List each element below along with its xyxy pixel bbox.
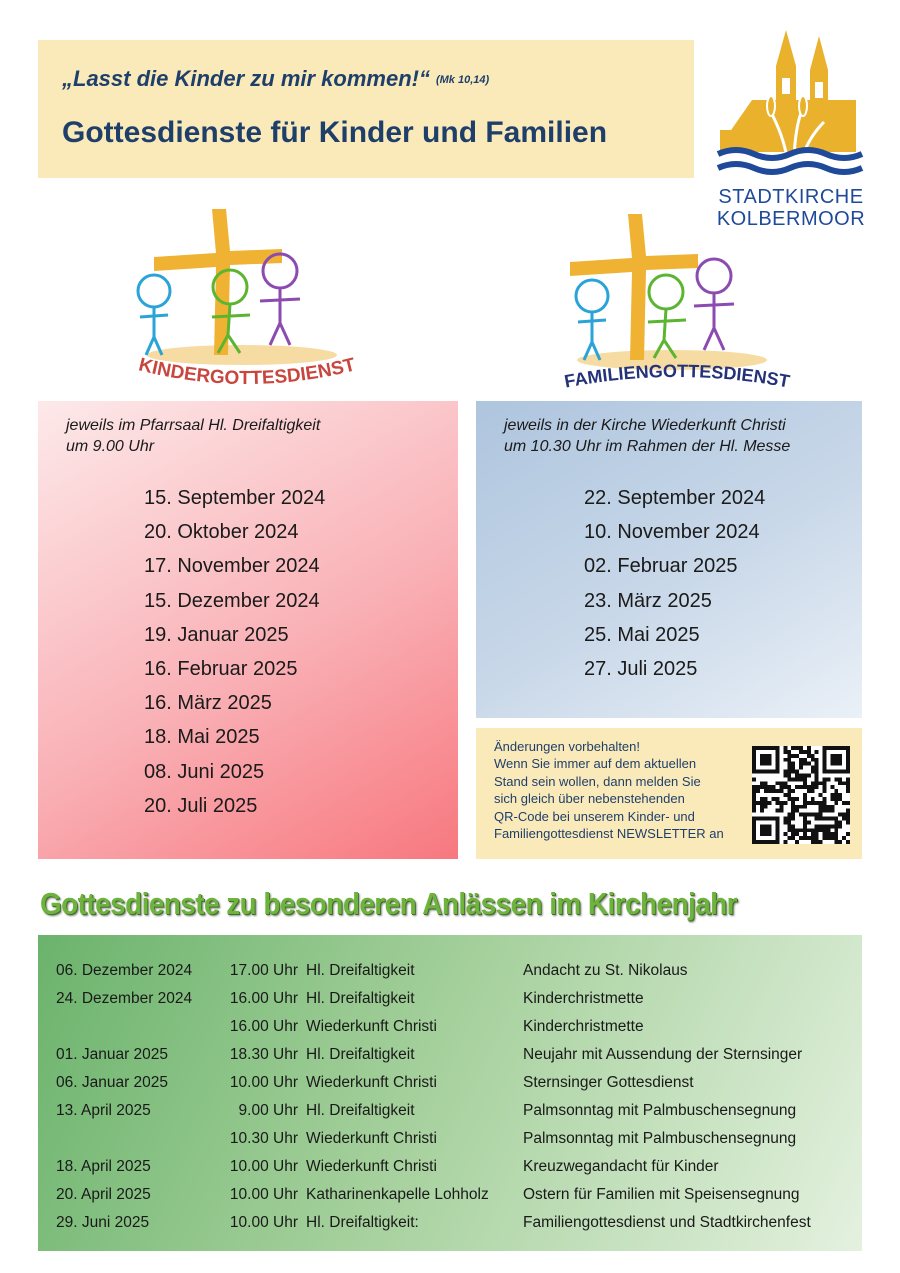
- newsletter-line: Stand sein wollen, dann melden Sie: [494, 773, 701, 789]
- cross-children-icon: [562, 210, 792, 370]
- kinder-date: 20. Oktober 2024: [144, 521, 299, 544]
- event-place: Katharinenkapelle Lohholz: [306, 1186, 489, 1203]
- kinder-location-note: [66, 415, 320, 457]
- event-place: Hl. Dreifaltigkeit: [306, 1046, 415, 1063]
- event-time: 18.30 Uhr: [229, 1046, 298, 1063]
- event-time: 10.30 Uhr: [229, 1130, 298, 1147]
- newsletter-line: Änderungen vorbehalten!: [494, 739, 641, 754]
- header-box: [38, 40, 694, 178]
- event-description: Palmsonntag mit Palmbuschensegnung: [523, 1102, 797, 1119]
- qr-code-icon[interactable]: [752, 746, 850, 844]
- event-date: 20. April 2025: [56, 1186, 151, 1203]
- event-place: Wiederkunft Christi: [306, 1158, 437, 1175]
- event-date: 13. April 2025: [56, 1102, 151, 1119]
- kinder-date-list: [144, 481, 325, 823]
- familien-note-line: um 10.30 Uhr im Rahmen der Hl. Messe: [504, 438, 791, 455]
- event-time: 10.00 Uhr: [229, 1074, 298, 1091]
- kinder-date: 19. Januar 2025: [144, 623, 289, 646]
- familiengottesdienst-label: [562, 362, 792, 402]
- familien-date: 02. Februar 2025: [584, 555, 738, 578]
- event-date: 24. Dezember 2024: [56, 990, 193, 1007]
- event-time: 17.00 Uhr: [229, 962, 298, 979]
- event-date: 29. Juni 2025: [56, 1214, 150, 1231]
- familien-date: 25. Mai 2025: [584, 623, 700, 646]
- kinder-date: 16. Februar 2025: [144, 658, 298, 681]
- familien-date: 27. Juli 2025: [584, 658, 698, 681]
- event-time: 10.00 Uhr: [229, 1158, 298, 1175]
- familiengottesdienst-panel: [476, 401, 862, 718]
- newsletter-line: Wenn Sie immer auf dem aktuellen: [494, 756, 697, 772]
- kinder-date: 16. März 2025: [144, 692, 272, 715]
- familien-note-line: jeweils in der Kirche Wiederkunft Christi: [504, 417, 786, 434]
- special-services-title: Gottesdienste zu besonderen Anlässen im Kirchenjahr: [40, 886, 738, 921]
- event-date: 06. Januar 2025: [56, 1074, 169, 1091]
- event-date: 18. April 2025: [56, 1158, 151, 1175]
- event-place: Hl. Dreifaltigkeit: [306, 990, 415, 1007]
- event-place: Wiederkunft Christi: [306, 1074, 437, 1091]
- kindergottesdienst-emblem: [132, 205, 362, 405]
- logo-name-line1: STADTKIRCHE: [718, 186, 864, 208]
- newsletter-line: sich gleich über nebenstehenden: [494, 791, 685, 807]
- event-description: Kinderchristmette: [523, 1018, 644, 1035]
- event-time: 10.00 Uhr: [229, 1214, 298, 1231]
- quote-text: „Lasst die Kinder zu mir kommen!“: [62, 66, 430, 91]
- event-description: Andacht zu St. Nikolaus: [523, 962, 688, 979]
- kinder-date: 15. Dezember 2024: [144, 589, 320, 612]
- event-description: Ostern für Familien mit Speisensegnung: [523, 1186, 800, 1203]
- newsletter-box: [476, 728, 862, 859]
- familiengottesdienst-emblem: [562, 210, 792, 410]
- header-quote: [62, 66, 489, 92]
- church-logo: [716, 26, 866, 236]
- event-place: Wiederkunft Christi: [306, 1130, 437, 1147]
- kinder-note-line: um 9.00 Uhr: [66, 438, 155, 455]
- newsletter-line: QR-Code bei unserem Kinder- und: [494, 808, 695, 824]
- svg-text:KINDERGOTTESDIENST: KINDERGOTTESDIENST: [136, 357, 358, 390]
- familien-date: 23. März 2025: [584, 589, 712, 612]
- event-description: Sternsinger Gottesdienst: [523, 1074, 694, 1091]
- svg-text:FAMILIENGOTTESDIENST: FAMILIENGOTTESDIENST: [562, 362, 792, 392]
- quote-reference: (Mk 10,14): [435, 74, 490, 86]
- familien-date: 22. September 2024: [584, 487, 766, 509]
- kinder-date: 15. September 2024: [144, 487, 326, 509]
- kindergottesdienst-panel: [38, 401, 458, 859]
- familien-date: 10. November 2024: [584, 521, 760, 544]
- event-description: Kreuzwegandacht für Kinder: [523, 1158, 719, 1175]
- kindergottesdienst-label: [132, 357, 362, 397]
- event-place: Hl. Dreifaltigkeit:: [306, 1214, 419, 1231]
- event-place: Hl. Dreifaltigkeit: [306, 962, 415, 979]
- cross-children-icon: [132, 205, 362, 365]
- kinder-date: 18. Mai 2025: [144, 726, 260, 749]
- event-time: 10.00 Uhr: [229, 1186, 298, 1203]
- special-services-panel: [38, 935, 862, 1251]
- kinder-date: 17. November 2024: [144, 555, 320, 578]
- event-date: 01. Januar 2025: [56, 1046, 169, 1063]
- page-title: Gottesdienste für Kinder und Familien: [62, 116, 608, 149]
- event-description: Neujahr mit Aussendung der Sternsinger: [523, 1046, 803, 1063]
- event-place: Wiederkunft Christi: [306, 1018, 437, 1035]
- event-description: Familiengottesdienst und Stadtkirchenfest: [523, 1214, 811, 1231]
- church-logo-icon: [716, 26, 866, 186]
- kinder-date: 20. Juli 2025: [144, 794, 258, 817]
- event-date: 06. Dezember 2024: [56, 962, 193, 979]
- familien-date-list: [584, 481, 765, 686]
- event-time: 16.00 Uhr: [229, 990, 298, 1007]
- event-time: 9.00 Uhr: [238, 1102, 298, 1119]
- kinder-note-line: jeweils im Pfarrsaal Hl. Dreifaltigkeit: [66, 417, 321, 434]
- newsletter-text: [494, 738, 764, 842]
- event-place: Hl. Dreifaltigkeit: [306, 1102, 415, 1119]
- event-description: Palmsonntag mit Palmbuschensegnung: [523, 1130, 797, 1147]
- event-time: 16.00 Uhr: [229, 1018, 298, 1035]
- newsletter-line: Familiengottesdienst NEWSLETTER an: [494, 826, 724, 842]
- kinder-date: 08. Juni 2025: [144, 760, 265, 783]
- logo-name-line2: KOLBERMOOR: [716, 208, 866, 230]
- event-description: Kinderchristmette: [523, 990, 644, 1007]
- familien-location-note: [504, 415, 790, 457]
